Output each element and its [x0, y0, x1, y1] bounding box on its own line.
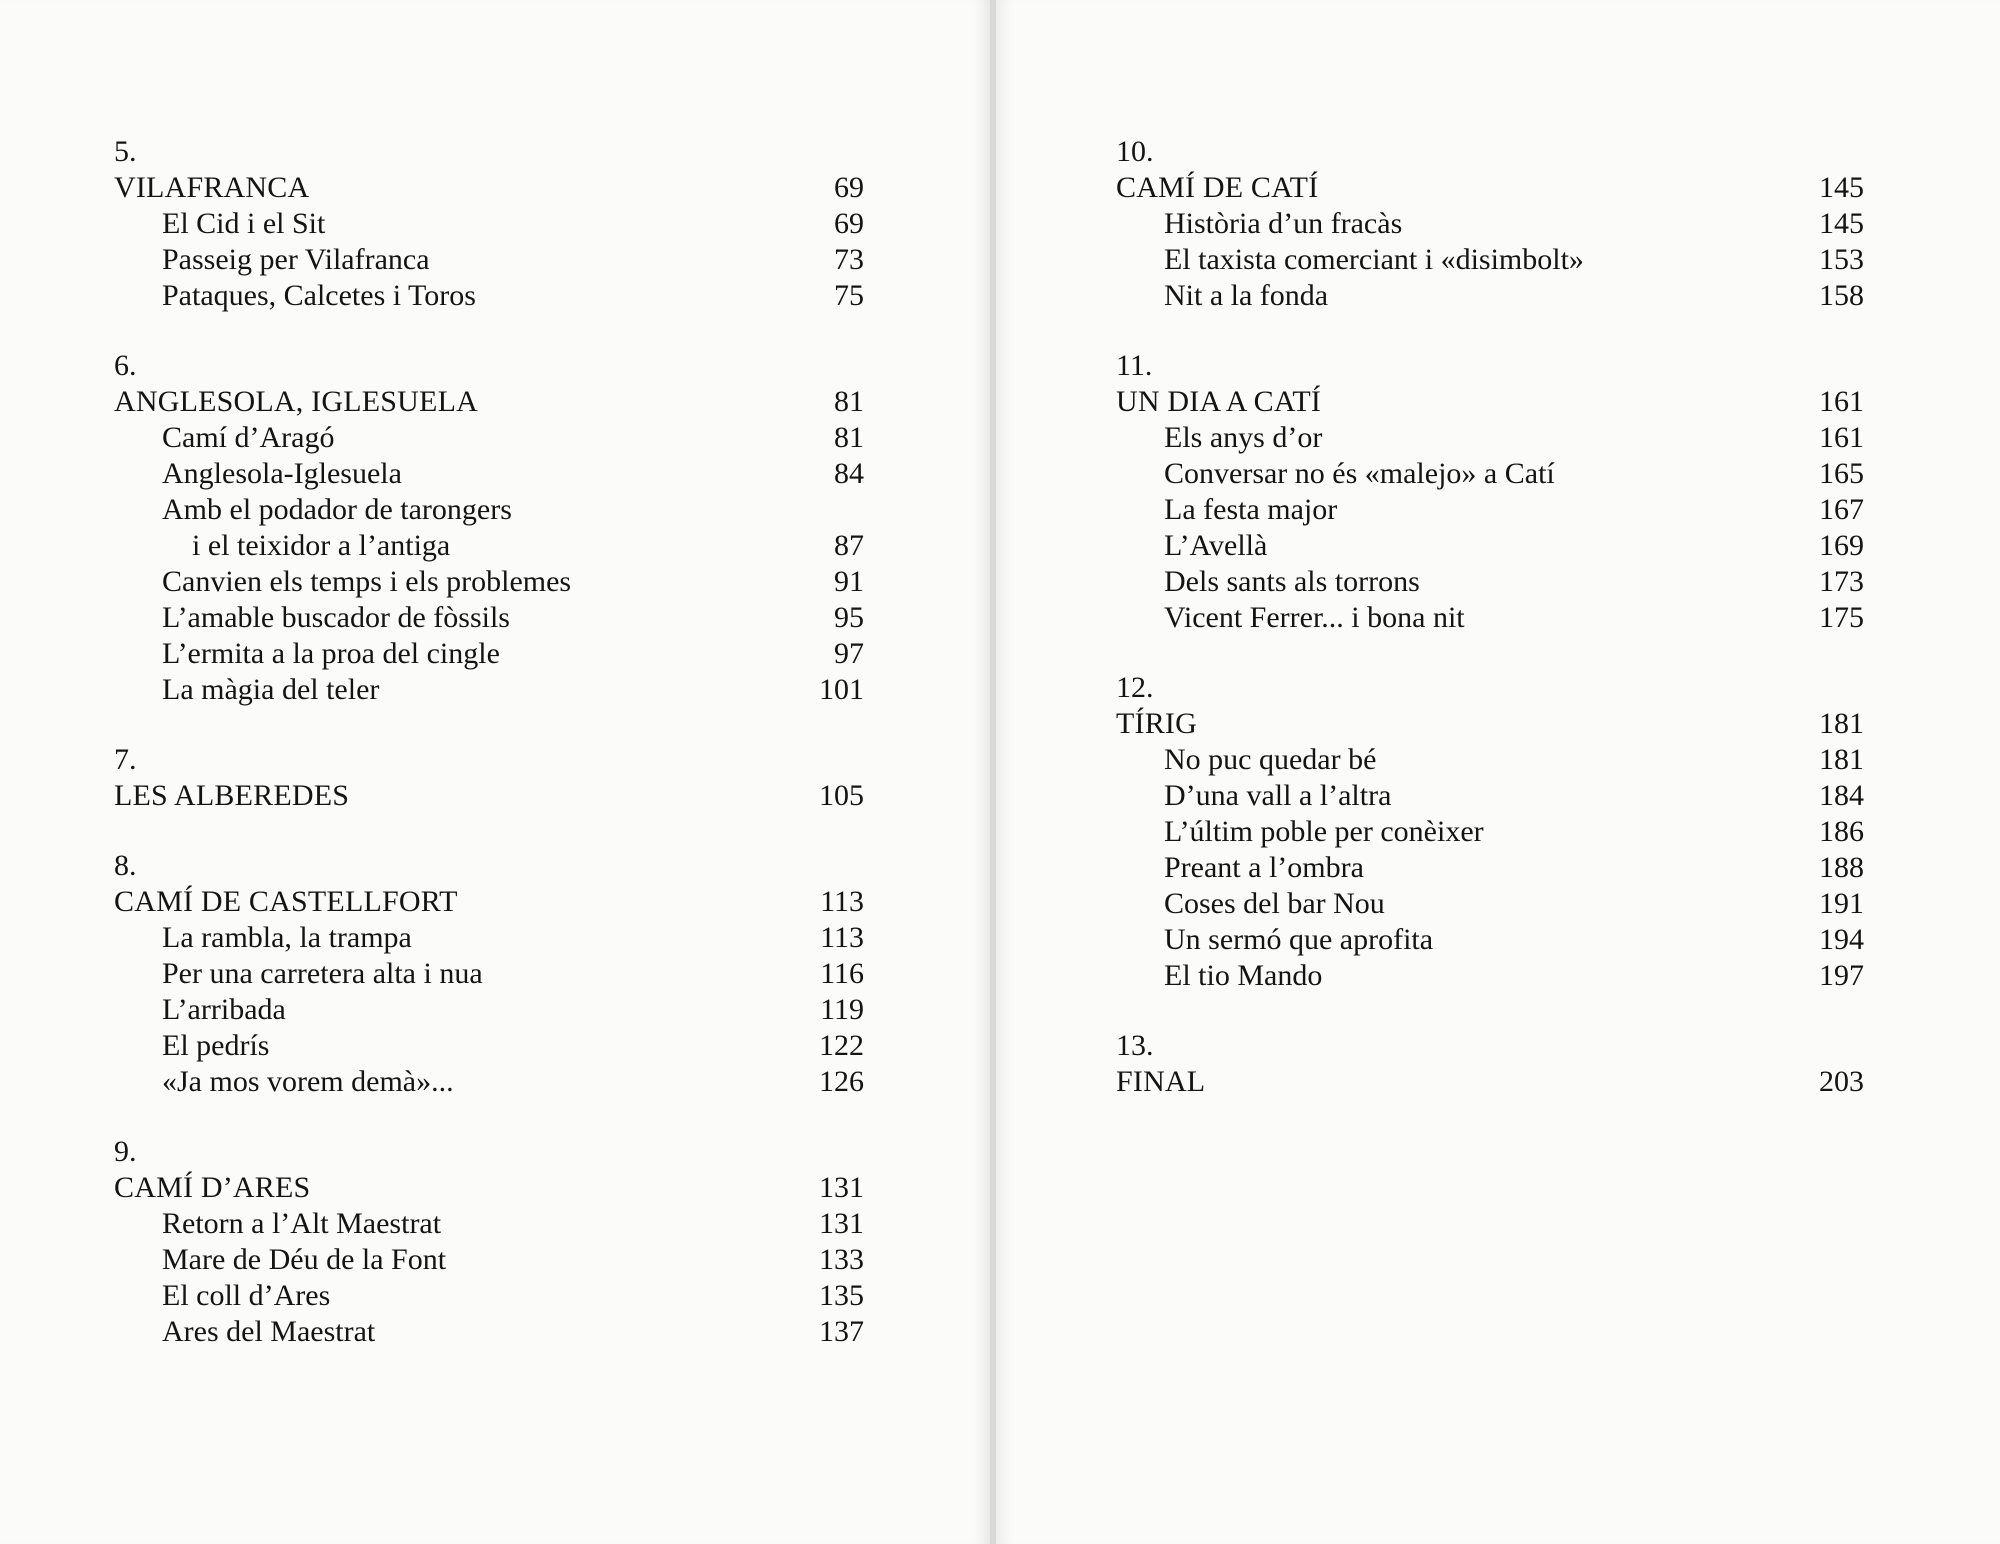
entry-label: Coses del bar Nou: [1164, 887, 1385, 920]
toc-entry: [1116, 958, 1864, 994]
chapter-page-number: 145: [1819, 171, 1864, 204]
entry-label: Un sermó que aprofita: [1164, 923, 1434, 956]
chapter-title: FINAL: [1116, 1065, 1206, 1098]
toc-section: [114, 848, 864, 1100]
entry-label: L’amable buscador de fòssils: [162, 601, 510, 634]
entry-page-number: 191: [1819, 887, 1864, 920]
entry-page-number: 131: [819, 1207, 864, 1240]
toc-column-left: [114, 134, 864, 1384]
toc-entry: [114, 492, 864, 528]
chapter-page-number: 81: [834, 385, 864, 418]
toc-section: [1116, 1028, 1864, 1100]
chapter-number: 5.: [114, 135, 137, 168]
toc-section: [1116, 670, 1864, 994]
chapter-page-number: 161: [1819, 385, 1864, 418]
entry-page-number: 173: [1819, 565, 1864, 598]
toc-entry: [114, 1206, 864, 1242]
entry-label: Els anys d’or: [1164, 421, 1323, 454]
entry-page-number: 186: [1819, 815, 1864, 848]
toc-entry: [114, 564, 864, 600]
chapter-number: 10.: [1116, 135, 1154, 168]
entry-page-number: 87: [834, 529, 864, 562]
toc-entry: [1116, 600, 1864, 636]
toc-entry: [1116, 456, 1864, 492]
entry-label: Dels sants als torrons: [1164, 565, 1420, 598]
chapter-title-row: [114, 778, 864, 814]
toc-entry: [1116, 886, 1864, 922]
entry-page-number: 167: [1819, 493, 1864, 526]
entry-page-number: 95: [834, 601, 864, 634]
chapter-title-row: [1116, 170, 1864, 206]
toc-entry: [114, 1242, 864, 1278]
chapter-title-row: [114, 170, 864, 206]
chapter-title: CAMÍ D’ARES: [114, 1171, 311, 1204]
entry-label: La màgia del teler: [162, 673, 380, 706]
entry-page-number: 73: [834, 243, 864, 276]
entry-page-number: 91: [834, 565, 864, 598]
entry-label: El pedrís: [162, 1029, 270, 1062]
toc-entry: [1116, 420, 1864, 456]
toc-entry: [114, 992, 864, 1028]
entry-label: Passeig per Vilafranca: [162, 243, 430, 276]
toc-entry: [1116, 206, 1864, 242]
toc-entry: [114, 278, 864, 314]
entry-page-number: 122: [819, 1029, 864, 1062]
chapter-number: 13.: [1116, 1029, 1154, 1062]
toc-entry: [114, 420, 864, 456]
entry-label: Anglesola-Iglesuela: [162, 457, 402, 490]
entry-page-number: 81: [834, 421, 864, 454]
chapter-number: 8.: [114, 849, 137, 882]
chapter-title: LES ALBEREDES: [114, 779, 350, 812]
entry-label: El taxista comerciant i «disimbolt»: [1164, 243, 1584, 276]
toc-entry: [114, 636, 864, 672]
entry-label: Mare de Déu de la Font: [162, 1243, 447, 1276]
chapter-number: 11.: [1116, 349, 1153, 382]
chapter-title-row: [1116, 1064, 1864, 1100]
toc-entry: [114, 528, 864, 564]
chapter-title: CAMÍ DE CASTELLFORT: [114, 885, 458, 918]
toc-entry: [114, 1064, 864, 1100]
entry-label: El Cid i el Sit: [162, 207, 326, 240]
toc-entry: [114, 1028, 864, 1064]
toc-section: [1116, 134, 1864, 314]
entry-label: Camí d’Aragó: [162, 421, 335, 454]
entry-label: Retorn a l’Alt Maestrat: [162, 1207, 442, 1240]
entry-label: El coll d’Ares: [162, 1279, 331, 1312]
entry-label: Nit a la fonda: [1164, 279, 1329, 312]
entry-label: La festa major: [1164, 493, 1338, 526]
toc-entry: [1116, 492, 1864, 528]
toc-entry: [114, 920, 864, 956]
toc-section: [114, 348, 864, 708]
entry-page-number: 158: [1819, 279, 1864, 312]
chapter-number: 9.: [114, 1135, 137, 1168]
entry-label: L’Avellà: [1164, 529, 1268, 562]
entry-page-number: 137: [819, 1315, 864, 1348]
chapter-page-number: 203: [1819, 1065, 1864, 1098]
entry-label: L’arribada: [162, 993, 286, 1026]
entry-page-number: 126: [819, 1065, 864, 1098]
entry-page-number: 97: [834, 637, 864, 670]
entry-page-number: 145: [1819, 207, 1864, 240]
chapter-page-number: 131: [819, 1171, 864, 1204]
chapter-page-number: 113: [820, 885, 864, 918]
chapter-title: TÍRIG: [1116, 707, 1197, 740]
chapter-page-number: 69: [834, 171, 864, 204]
chapter-title-row: [114, 384, 864, 420]
entry-label: El tio Mando: [1164, 959, 1323, 992]
chapter-page-number: 105: [819, 779, 864, 812]
entry-label: Amb el podador de tarongers: [162, 493, 512, 526]
entry-page-number: 69: [834, 207, 864, 240]
entry-page-number: 101: [819, 673, 864, 706]
entry-page-number: 113: [820, 921, 864, 954]
chapter-number: 7.: [114, 743, 137, 776]
toc-entry: [114, 600, 864, 636]
toc-entry: [114, 242, 864, 278]
entry-page-number: 161: [1819, 421, 1864, 454]
toc-entry: [1116, 278, 1864, 314]
toc-entry: [114, 206, 864, 242]
entry-label: La rambla, la trampa: [162, 921, 412, 954]
right-page: [996, 0, 2000, 1544]
entry-label: Ares del Maestrat: [162, 1315, 376, 1348]
chapter-title: VILAFRANCA: [114, 171, 310, 204]
chapter-title-row: [114, 1170, 864, 1206]
toc-entry: [1116, 814, 1864, 850]
entry-label: Preant a l’ombra: [1164, 851, 1364, 884]
toc-entry: [114, 1314, 864, 1350]
toc-entry: [114, 672, 864, 708]
toc-entry: [1116, 564, 1864, 600]
chapter-title-row: [1116, 706, 1864, 742]
toc-entry: [114, 956, 864, 992]
toc-column-right: [1116, 134, 1864, 1134]
chapter-number: 12.: [1116, 671, 1154, 704]
entry-label: Conversar no és «malejo» a Catí: [1164, 457, 1555, 490]
toc-section: [114, 742, 864, 814]
entry-label: «Ja mos vorem demà»...: [162, 1065, 454, 1098]
chapter-title: CAMÍ DE CATÍ: [1116, 171, 1319, 204]
entry-label: L’ermita a la proa del cingle: [162, 637, 500, 670]
entry-label: i el teixidor a l’antiga: [192, 529, 451, 562]
entry-page-number: 116: [820, 957, 864, 990]
toc-entry: [114, 456, 864, 492]
entry-label: Vicent Ferrer... i bona nit: [1164, 601, 1465, 634]
entry-page-number: 75: [834, 279, 864, 312]
entry-label: No puc quedar bé: [1164, 743, 1377, 776]
toc-entry: [1116, 242, 1864, 278]
entry-page-number: 133: [819, 1243, 864, 1276]
entry-label: L’últim poble per conèixer: [1164, 815, 1484, 848]
chapter-title: ANGLESOLA, IGLESUELA: [114, 385, 478, 418]
entry-label: Canvien els temps i els problemes: [162, 565, 572, 598]
entry-page-number: 169: [1819, 529, 1864, 562]
toc-entry: [1116, 742, 1864, 778]
chapter-title-row: [1116, 384, 1864, 420]
toc-section: [114, 134, 864, 314]
toc-entry: [1116, 528, 1864, 564]
toc-entry: [1116, 778, 1864, 814]
entry-page-number: 181: [1819, 743, 1864, 776]
entry-page-number: 197: [1819, 959, 1864, 992]
entry-page-number: 175: [1819, 601, 1864, 634]
entry-page-number: 119: [820, 993, 864, 1026]
left-page: [0, 0, 990, 1544]
entry-page-number: 135: [819, 1279, 864, 1312]
entry-page-number: 184: [1819, 779, 1864, 812]
entry-label: D’una vall a l’altra: [1164, 779, 1392, 812]
entry-label: Pataques, Calcetes i Toros: [162, 279, 476, 312]
toc-entry: [1116, 922, 1864, 958]
toc-section: [114, 1134, 864, 1350]
entry-label: Per una carretera alta i nua: [162, 957, 483, 990]
entry-page-number: 165: [1819, 457, 1864, 490]
chapter-number: 6.: [114, 349, 137, 382]
chapter-title-row: [114, 884, 864, 920]
entry-page-number: 188: [1819, 851, 1864, 884]
toc-entry: [1116, 850, 1864, 886]
toc-entry: [114, 1278, 864, 1314]
chapter-title: UN DIA A CATÍ: [1116, 385, 1322, 418]
chapter-page-number: 181: [1819, 707, 1864, 740]
entry-label: Història d’un fracàs: [1164, 207, 1403, 240]
toc-section: [1116, 348, 1864, 636]
entry-page-number: 84: [834, 457, 864, 490]
entry-page-number: 194: [1819, 923, 1864, 956]
entry-page-number: 153: [1819, 243, 1864, 276]
